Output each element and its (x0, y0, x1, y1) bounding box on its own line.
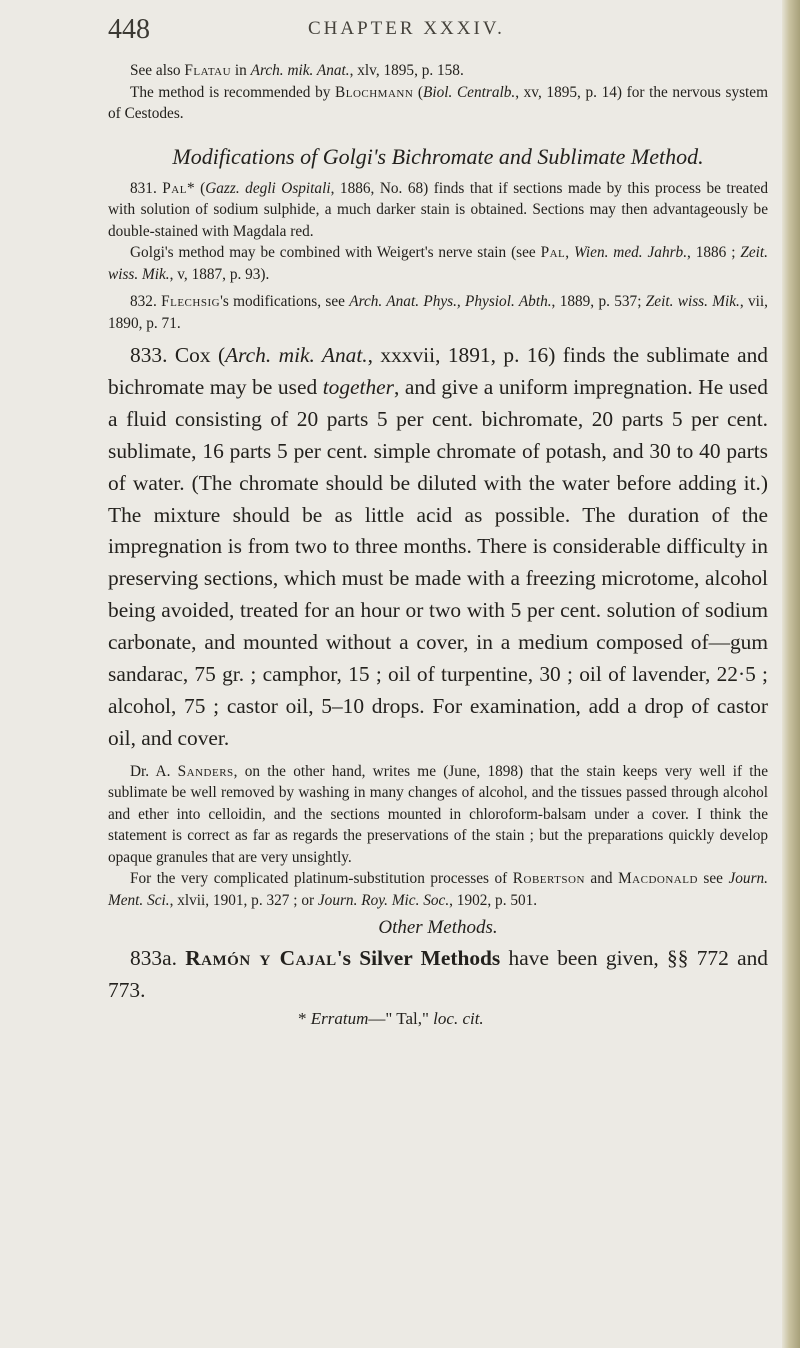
paragraph-sanders: Dr. A. Sanders, on the other hand, writes me (June, 1898) that the stain keeps very well if the sublimate be well removed by washing in many changes of alcohol, and the tissues passed through alcohol and ether into celloidin, and the sections mounted in chloroform-balsam under a cover. I think the statement is correct as far as regards the preservations of the stain ; but the preparations quickly develop opaque granules that are very unsightly. (108, 762, 768, 866)
section-heading-other-methods: Other Methods. (378, 917, 498, 939)
section-831: 831. Pal* (Gazz. degli Ospitali, 1886, No. 68) finds that if sections made by this process be treated with solution of sodium sulphide, a much darker stain is obtained. Sections may then advantageously be double-stained with Magdala red. (108, 179, 769, 240)
page-edge (782, 0, 800, 1348)
paragraph-flatau: See also Flatau in Arch. mik. Anat., xlv, 1895, p. 158. (130, 62, 464, 79)
section-833: 833. Cox (Arch. mik. Anat., xxxvii, 1891, p. 16) finds the sublimate and bichromate may be used together, and give a uniform impregnation. He used a fluid consisting of 20 parts 5 per cent. bichromate, 20 parts 5 per cent. sublimate, 16 parts 5 per cent. simple chromate of potash, and 30 to 40 parts of water. (The chromate should be diluted with the water before adding it.) The mixture should be as little acid as possible. The duration of the impregnation is from two to three months. There is considerable difficulty in preserving sections, which must be made with a freezing microtome, alcohol being avoided, treated for an hour or two with 5 per cent. solution of sodium carbonate, and mounted without a cover, in a medium composed of—gum sandarac, 75 gr. ; camphor, 15 ; oil of turpentine, 30 ; oil of lavender, 22·5 ; alcohol, 75 ; castor oil, 5–10 drops. For examination, add a drop of castor oil, and cover. (108, 343, 768, 750)
section-831-golgi: Golgi's method may be combined with Weigert's nerve stain (see Pal, Wien. med. Jahrb., 1886 ; Zeit. wiss. Mik., v, 1887, p. 93). (108, 244, 768, 283)
paragraph-platinum: For the very complicated platinum-substitution processes of Robertson and Macdonald see Journ. Ment. Sci., xlvii, 1901, p. 327 ; or Journ. Roy. Mic. Soc., 1902, p. 501. (108, 870, 768, 909)
paragraph-blochmann: The method is recommended by Blochmann (Biol. Centralb., xv, 1895, p. 14) for the nervous system of Cestodes. (108, 83, 768, 122)
book-page (108, 0, 768, 1029)
page-number: 448 (108, 14, 150, 45)
page-header (108, 0, 768, 60)
erratum-footnote: * Erratum—" Tal," loc. cit. (298, 1009, 484, 1029)
running-head: CHAPTER XXXIV. (308, 18, 505, 39)
section-heading-modifications: Modifications of Golgi's Bichromate and Sublimate Method. (172, 143, 704, 169)
section-832: 832. Flechsig's modifications, see Arch. Anat. Phys., Physiol. Abth., 1889, p. 537; Zeit. wiss. Mik., vii, 1890, p. 71. (108, 293, 769, 332)
section-833a: 833a. Ramón y Cajal's Silver Methods have been given, §§ 772 and 773. (108, 946, 769, 1003)
